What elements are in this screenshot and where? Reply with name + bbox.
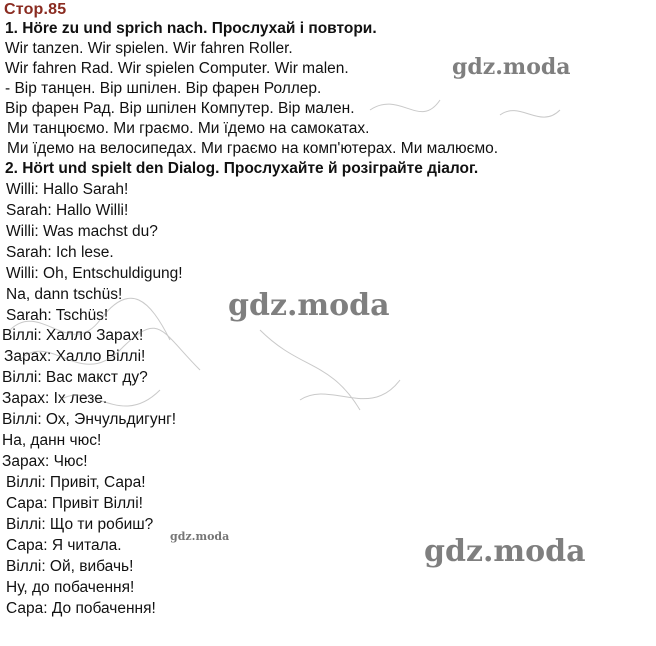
exercise-1-line: Ми танцюємо. Ми граємо. Ми їдемо на самокатах. — [7, 120, 370, 137]
dialog-german-line: Sarah: Tschüs! — [6, 307, 109, 324]
dialog-translation-line: Віллі: Що ти робиш? — [6, 516, 154, 533]
dialog-transliteration-line: Зарах: Іх лезе. — [2, 390, 108, 407]
dialog-german-line: Willi: Hallo Sarah! — [6, 181, 129, 198]
dialog-german-line: Willi: Was machst du? — [6, 223, 158, 240]
dialog-german-line: Na, dann tschüs! — [6, 286, 123, 303]
dialog-translation-line: Сара: До побачення! — [6, 600, 156, 617]
exercise-1-line: Вір фарен Рад. Вір шпілен Компутер. Вір мален. — [5, 100, 355, 117]
dialog-translation-line: Сара: Я читала. — [6, 537, 122, 554]
exercise-1-line: Wir fahren Rad. Wir spielen Computer. Wir malen. — [5, 60, 349, 77]
page-number: Стор.85 — [4, 1, 67, 18]
exercise-1-line: - Вір танцен. Вір шпілен. Вір фарен Роллер. — [5, 80, 322, 97]
watermark: gdz.moda — [452, 54, 571, 80]
exercise-2-heading: 2. Hört und spielt den Dialog. Прослухайте й розіграйте діалог. — [5, 160, 479, 177]
dialog-translation-line: Віллі: Ой, вибачь! — [6, 558, 134, 575]
dialog-transliteration-line: Зарах: Чюс! — [2, 453, 88, 470]
dialog-translation-line: Сара: Привіт Віллі! — [6, 495, 143, 512]
dialog-transliteration-line: Віллі: Вас макст ду? — [2, 369, 148, 386]
dialog-translation-line: Ну, до побачення! — [6, 579, 135, 596]
exercise-1-line: Wir tanzen. Wir spielen. Wir fahren Roller. — [5, 40, 293, 57]
exercise-1-heading: 1. Höre zu und sprich nach. Прослухай і повтори. — [5, 20, 377, 37]
watermark: gdz.moda — [170, 530, 230, 543]
watermark: gdz.moda — [424, 534, 586, 569]
dialog-transliteration-line: Віллі: Ох, Энчульдигунг! — [2, 411, 177, 428]
dialog-german-line: Sarah: Hallo Willi! — [6, 202, 129, 219]
dialog-transliteration-line: На, данн чюс! — [2, 432, 102, 449]
watermark: gdz.moda — [228, 288, 390, 323]
dialog-german-line: Sarah: Ich lese. — [6, 244, 114, 261]
exercise-1-line: Ми їдемо на велосипедах. Ми граємо на комп'ютерах. Ми малюємо. — [7, 140, 499, 157]
dialog-transliteration-line: Віллі: Халло Зарах! — [2, 327, 144, 344]
dialog-translation-line: Віллі: Привіт, Сара! — [6, 474, 146, 491]
dialog-transliteration-line: Зарах: Халло Віллі! — [4, 348, 146, 365]
dialog-german-line: Willi: Oh, Entschuldigung! — [6, 265, 183, 282]
